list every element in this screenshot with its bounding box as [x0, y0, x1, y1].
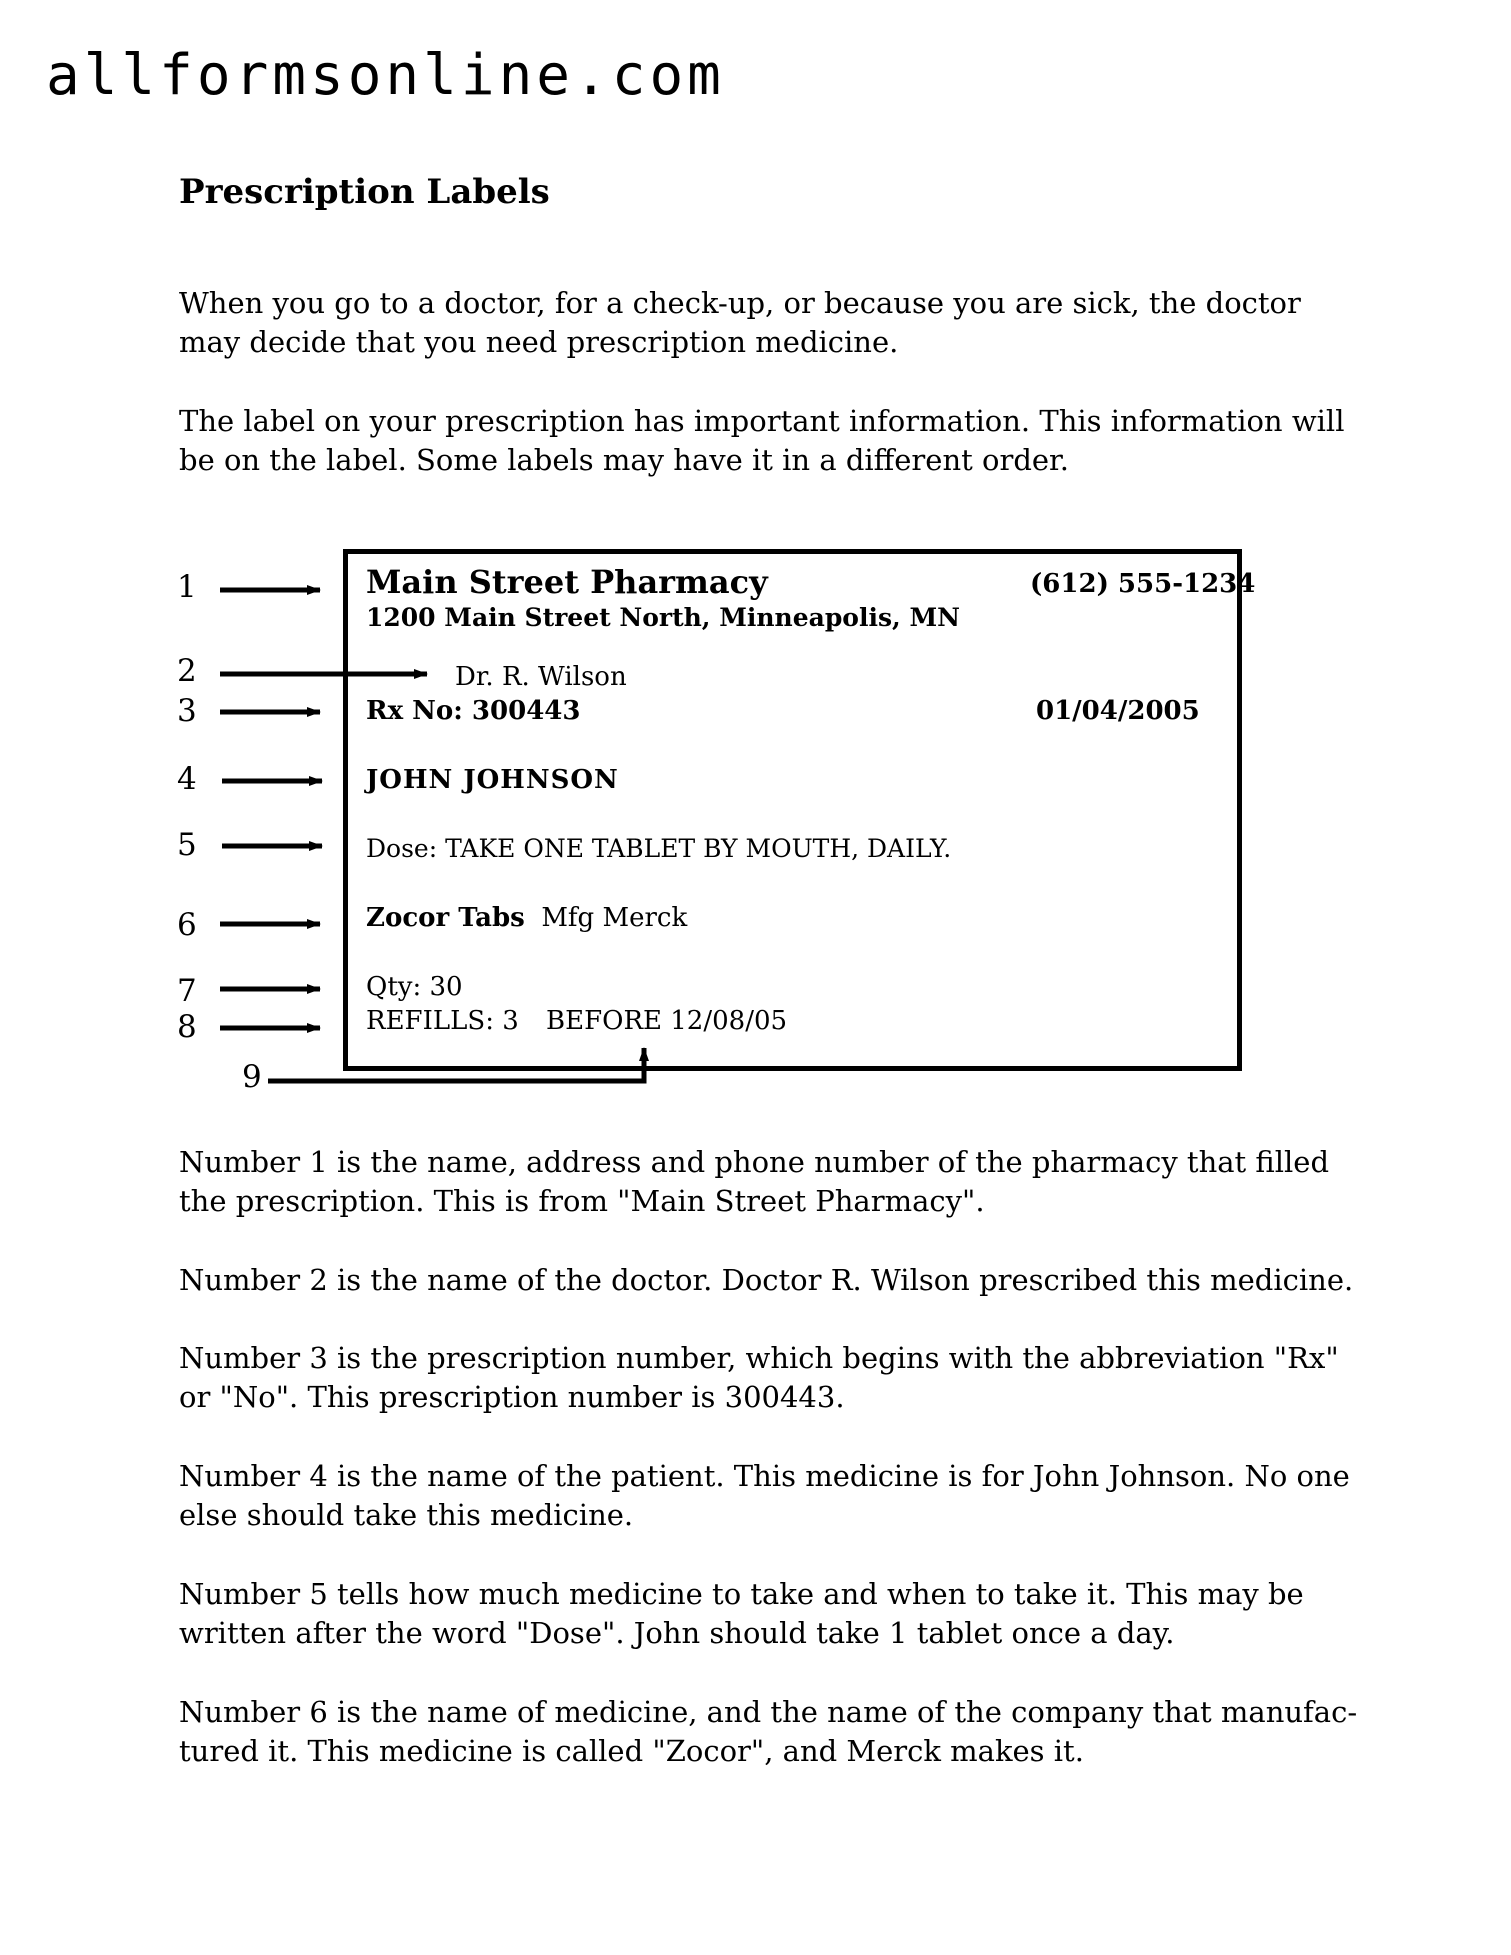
- explanation-6: [179, 1693, 1358, 1771]
- explanation-1: [179, 1143, 1339, 1221]
- fill-date: 01/04/2005: [1036, 696, 1200, 726]
- marker-9: 9: [242, 1059, 262, 1095]
- explanation-4: [179, 1457, 1350, 1535]
- rx-number: Rx No: 300443: [366, 696, 581, 726]
- marker-6: 6: [177, 907, 197, 943]
- marker-4: 4: [177, 761, 197, 797]
- text-line: else should take this medicine.: [179, 1498, 634, 1532]
- text-line: written after the word "Dose". John should take 1 tablet once a day.: [179, 1616, 1175, 1650]
- manufacturer: Mfg Merck: [541, 903, 688, 933]
- refills: REFILLS: 3: [366, 1006, 519, 1036]
- text-line: Number 3 is the prescription number, which begins with the abbreviation "Rx": [179, 1341, 1339, 1375]
- medicine-name: Zocor Tabs: [366, 903, 525, 933]
- page-title: Prescription Labels: [179, 172, 550, 212]
- pharmacy-phone: (612) 555-1234: [1030, 569, 1256, 599]
- marker-5: 5: [177, 827, 197, 863]
- text-line: be on the label. Some labels may have it in a different order.: [179, 443, 1069, 477]
- pharmacy-name: Main Street Pharmacy: [366, 563, 768, 601]
- marker-7: 7: [177, 973, 197, 1009]
- text-line: or "No". This prescription number is 300443.: [179, 1380, 845, 1414]
- text-line: Number 2 is the name of the doctor. Doctor R. Wilson prescribed this medicine.: [179, 1263, 1354, 1297]
- text-line: the prescription. This is from "Main Street Pharmacy".: [179, 1184, 985, 1218]
- text-line: tured it. This medicine is called "Zocor", and Merck makes it.: [179, 1734, 1084, 1768]
- marker-1: 1: [177, 569, 197, 605]
- explanation-3: [179, 1339, 1339, 1417]
- text-line: may decide that you need prescription medicine.: [179, 325, 899, 359]
- patient-name: JOHN JOHNSON: [366, 765, 619, 795]
- site-name: allformsonline.com: [46, 43, 725, 108]
- marker-8: 8: [177, 1009, 197, 1045]
- refill-before-date: BEFORE 12/08/05: [546, 1006, 788, 1036]
- quantity: Qty: 30: [366, 972, 463, 1002]
- doctor-name: Dr. R. Wilson: [455, 662, 627, 692]
- text-line: The label on your prescription has important information. This information will: [179, 404, 1345, 438]
- text-line: When you go to a doctor, for a check-up, or because you are sick, the doctor: [179, 286, 1301, 320]
- text-line: Number 5 tells how much medicine to take and when to take it. This may be: [179, 1577, 1304, 1611]
- text-line: Number 4 is the name of the patient. This medicine is for John Johnson. No one: [179, 1459, 1350, 1493]
- text-line: Number 6 is the name of medicine, and the name of the company that manufac-: [179, 1695, 1358, 1729]
- medicine-line: [366, 905, 687, 931]
- dose-instructions: Dose: TAKE ONE TABLET BY MOUTH, DAILY.: [366, 834, 952, 863]
- explanation-5: [179, 1575, 1339, 1653]
- pharmacy-address: 1200 Main Street North, Minneapolis, MN: [366, 603, 960, 632]
- explanation-2: [179, 1261, 1354, 1300]
- text-line: Number 1 is the name, address and phone number of the pharmacy that filled: [179, 1145, 1330, 1179]
- marker-2: 2: [177, 653, 197, 689]
- marker-3: 3: [177, 693, 197, 729]
